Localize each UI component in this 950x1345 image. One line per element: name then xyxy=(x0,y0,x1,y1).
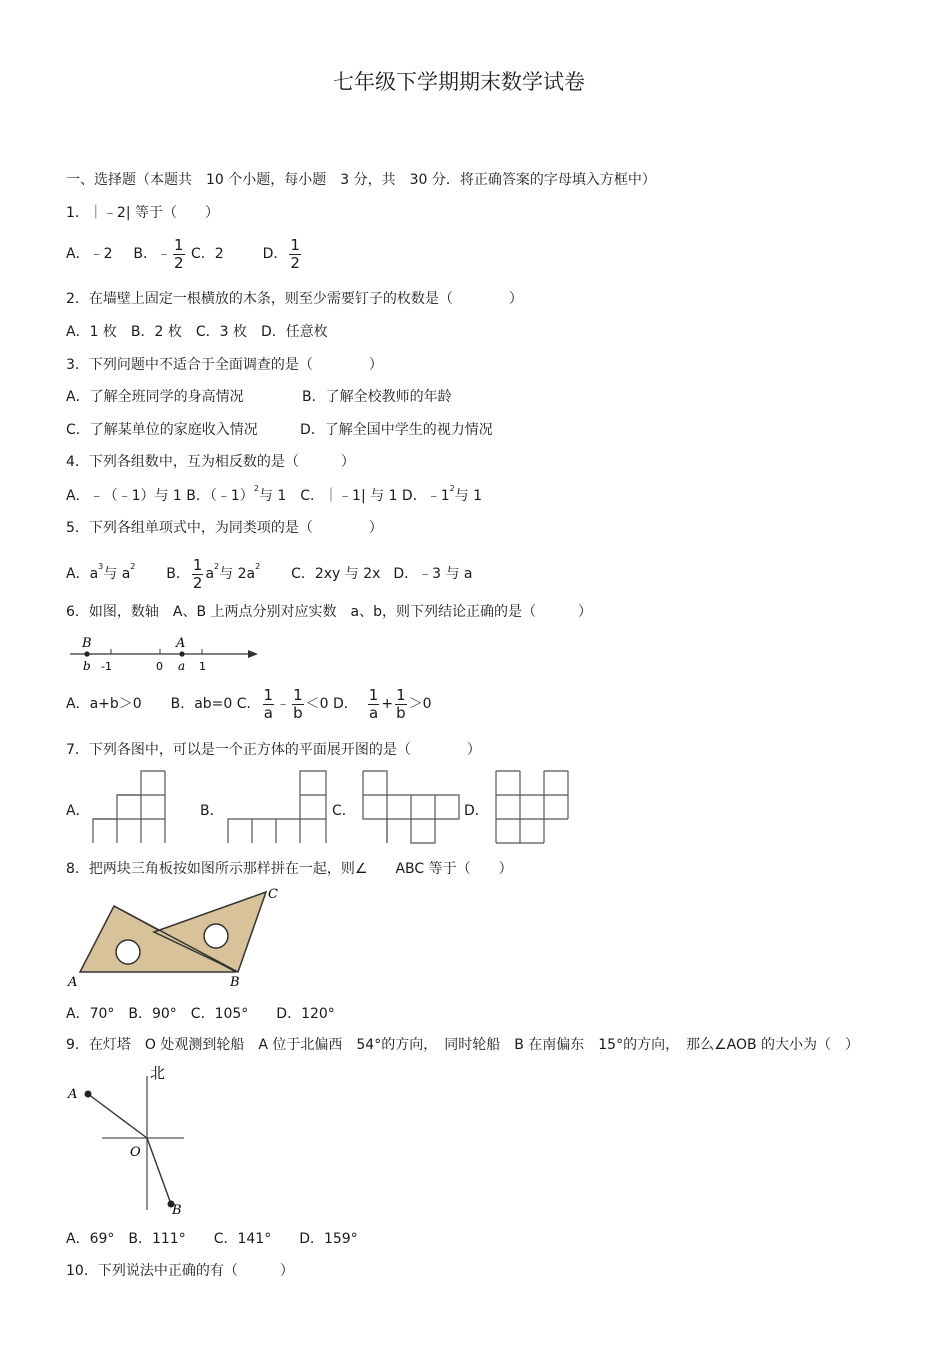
question-1-stem: 1．｜﹣2| 等于（ ） xyxy=(66,205,219,221)
q5-option-c: C．2xy 与 2x xyxy=(291,566,381,582)
q1-option-d: D． xyxy=(262,246,288,262)
q7-net-b-figure xyxy=(227,770,329,844)
q6-option-d: D． $\frac{1}{a}$ + $\frac{1}{b}$ ＞0 xyxy=(333,685,432,722)
question-5-options xyxy=(66,547,473,594)
question-2-stem: 2．在墙壁上固定一根横放的木条，则至少需要钉子的枚数是（ ） xyxy=(66,291,523,307)
q3-option-c: C．了解某单位的家庭收入情况 xyxy=(66,422,258,438)
svg-text:O: O xyxy=(130,1145,141,1160)
question-5-stem: 5．下列各组单项式中，为同类项的是（ ） xyxy=(66,520,383,536)
q7-option-c: C． xyxy=(332,803,356,819)
q1-option-d-fraction: $\frac{1}{2}$ xyxy=(290,235,300,272)
page-title: 七年级下学期期末数学试卷 xyxy=(333,70,585,94)
svg-text:A: A xyxy=(68,975,78,990)
svg-text:B: B xyxy=(82,636,92,651)
question-6-stem: 6．如图，数轴 A、B 上两点分别对应实数 a、b，则下列结论正确的是（ ） xyxy=(66,604,593,620)
q1-option-b: B．﹣ xyxy=(133,246,171,262)
q3-option-d: D．了解全国中学生的视力情况 xyxy=(300,422,493,438)
svg-text:-1: -1 xyxy=(101,660,112,673)
svg-text:C: C xyxy=(268,887,278,902)
triangle-boards-figure xyxy=(66,884,286,992)
svg-text:b: b xyxy=(83,659,91,673)
q5-option-d: D．﹣3 与 a xyxy=(393,566,473,582)
question-4-options: A．﹣（﹣1）与 1 B．（﹣1）$^2$与 1 C．｜﹣1| 与 1 D．$﹣1^2$与 1 xyxy=(66,484,483,504)
q7-option-d: D． xyxy=(464,803,489,819)
q1-option-a: A．﹣2 xyxy=(66,246,113,262)
lighthouse-bearing-figure xyxy=(66,1062,196,1216)
svg-text:B: B xyxy=(230,975,240,990)
q7-net-a-figure xyxy=(92,770,168,844)
svg-text:0: 0 xyxy=(156,660,163,673)
question-10-stem: 10．下列说法中正确的有（ ） xyxy=(66,1263,294,1279)
q5-option-a: A．$a^3$与 $a^2$ xyxy=(66,562,136,582)
q3-option-b: B．了解全校教师的年龄 xyxy=(302,389,452,405)
question-8-stem: 8．把两块三角板按如图所示那样拼在一起，则∠ ABC 等于（ ） xyxy=(66,861,513,877)
question-6-options xyxy=(66,683,432,725)
svg-text:B: B xyxy=(172,1203,182,1216)
question-4-stem: 4．下列各组数中，互为相反数的是（ ） xyxy=(66,454,355,470)
svg-text:a: a xyxy=(178,659,186,673)
svg-text:北: 北 xyxy=(150,1064,166,1082)
q7-net-c-figure xyxy=(362,770,460,844)
section-heading: 一、选择题（本题共 10 个小题，每小题 3 分，共 30 分．将正确答案的字母填入方框中） xyxy=(66,172,656,188)
q7-option-a: A． xyxy=(66,803,90,819)
question-9-stem: 9．在灯塔 O 处观测到轮船 A 位于北偏西 54°的方向， 同时轮船 B 在南偏东 15°的方向， 那么∠AOB 的大小为（ ） xyxy=(66,1037,860,1053)
question-8-options: A．70° B．90° C．105° D．120° xyxy=(66,1006,335,1022)
question-7-stem: 7．下列各图中，可以是一个正方体的平面展开图的是（ ） xyxy=(66,742,481,758)
number-line-figure xyxy=(66,632,266,674)
question-9-options: A．69° B．111° C．141° D．159° xyxy=(66,1231,358,1247)
svg-text:A: A xyxy=(176,636,186,651)
q1-option-c: C．2 xyxy=(191,246,224,262)
q3-option-a: A．了解全班同学的身高情况 xyxy=(66,389,244,405)
q7-net-d-figure xyxy=(495,770,571,844)
q6-option-b: B．ab=0 xyxy=(170,696,233,712)
question-2-options: A．1 枚 B．2 枚 C．3 枚 D．任意枚 xyxy=(66,324,328,340)
svg-text:A: A xyxy=(68,1087,78,1102)
q6-option-c: C． $\frac{1}{a}$ ﹣ $\frac{1}{b}$ ＜0 xyxy=(236,685,329,722)
svg-text:1: 1 xyxy=(199,660,206,673)
q1-option-b-fraction: $\frac{1}{2}$ xyxy=(174,235,184,272)
q6-option-a: A．a+b＞0 xyxy=(66,696,142,712)
question-1-options xyxy=(66,234,303,274)
q5-option-b: B． $\frac{1}{2}$ $a^2$与 $2a^2$ xyxy=(166,555,261,592)
question-3-stem: 3．下列问题中不适合于全面调查的是（ ） xyxy=(66,357,383,373)
q7-option-b: B． xyxy=(200,803,224,819)
